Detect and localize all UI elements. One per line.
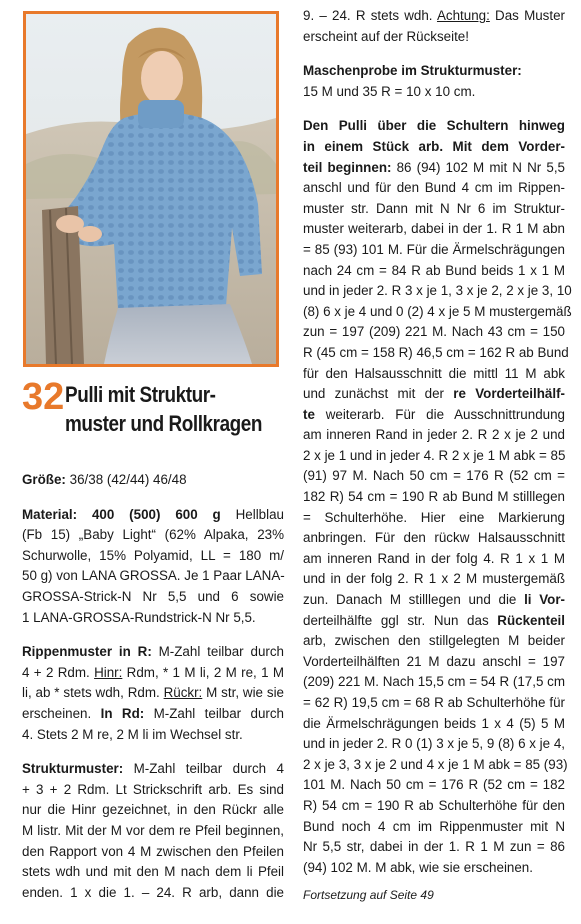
- instruction-line: zun. Danach M stilllegen und die li Vor-: [303, 592, 565, 608]
- material-line: Material: 400 (500) 600 g Hellblau: [22, 506, 285, 522]
- instruction-line: R (45 cm = 158 R) 46,5 cm = 162 R ab Bund: [303, 344, 569, 360]
- cont-line: 9. – 24. R stets wdh. Achtung: Das Muster: [303, 8, 565, 23]
- material-paragraph: [22, 505, 284, 629]
- instruction-line: arb, zwischen den stillgelegten M beider: [303, 633, 565, 649]
- instruction-line: 182 R) 54 cm = 190 R ab Bund M stilllegen: [303, 489, 565, 505]
- structure-line: nur die Hinr gezeichnet, in den Rückr alle: [22, 802, 284, 818]
- instruction-line: nach 24 cm = 84 R ab Bund beids 1 x 1 M: [303, 262, 565, 278]
- instruction-line: anschl und für den Bund 4 cm im Rippen-: [303, 180, 565, 196]
- structure-line: M listr. Mit der M vor dem re Pfeil beginnen,: [22, 822, 284, 838]
- instruction-line: am inneren Rand in der folg 4. R 1 x 1 M: [303, 550, 565, 566]
- material-line: Schurwolle, 15% Polyamid, LL = 180 m/: [22, 547, 284, 563]
- instruction-line: teil beginnen: 86 (94) 102 M mit N Nr 5,5: [303, 159, 565, 175]
- pattern-title: [65, 380, 323, 438]
- emphasis-text: te: [303, 406, 315, 422]
- emphasis-text: Rückr:: [163, 685, 203, 701]
- material-line: 1 LANA-GROSSA-Rundstrick-N Nr 5,5.: [22, 609, 256, 625]
- model-photo: [23, 11, 279, 367]
- continuation-note: Fortsetzung auf Seite 49: [303, 888, 434, 902]
- gauge-line: 15 M und 35 R = 10 x 10 cm.: [303, 83, 476, 99]
- instruction-line: Vorderteilhälften 21 M dazu anschl = 197: [303, 653, 565, 669]
- continued-paragraph: [303, 6, 565, 47]
- instruction-line: te weiterarb. Für die Ausschnittrundung: [303, 406, 565, 422]
- instruction-line: muster weiterarb, dabei in der 1. R 1 M abn: [303, 221, 565, 237]
- rib-line: 4 + 2 Rdm. Hinr: Rdm, * 1 M li, 2 M re, 1 M: [22, 664, 285, 680]
- instruction-line: und zunächst mit der re Vorderteilhälf-: [303, 386, 565, 402]
- instruction-line: in einem Stück arb. Mit dem Vorder-: [303, 138, 565, 154]
- size-label: Größe:: [22, 472, 66, 487]
- emphasis-text: Hinr:: [94, 664, 123, 680]
- material-line: 50 g) von LANA GROSSA. Je 1 Paar LANA-: [22, 568, 285, 584]
- emphasis-text: In Rd:: [100, 705, 145, 721]
- left-column: [22, 470, 284, 903]
- instruction-line: Bund noch 4 cm im Rippenmuster mit N: [303, 818, 565, 834]
- instruction-line: Den Pulli über die Schultern hinweg: [303, 118, 565, 134]
- structure-line: Strukturmuster: M-Zahl teilbar durch 4: [22, 761, 284, 777]
- instruction-line: die Ärmelschrägungen beids 1 x 4 (5) 5 M: [303, 715, 565, 731]
- rib-line: 4. Stets 2 M re, 2 M li im Wechsel str.: [22, 726, 243, 742]
- instruction-line: zun = 197 (209) 221 M. Nach 43 cm = 150: [303, 324, 565, 340]
- emphasis-text: re Vorderteilhälf-: [453, 386, 565, 402]
- rib-line: li, ab * stets wdh, Rdm. Rückr: M str, wie sie: [22, 685, 284, 701]
- emphasis-text: Achtung:: [436, 8, 490, 23]
- emphasis-text: teil beginnen:: [303, 159, 392, 175]
- cont-line: erscheint auf der Rückseite!: [303, 28, 469, 44]
- structure-pattern-paragraph: [22, 759, 284, 903]
- instruction-line: anbringen. Für den rückw Halsausschnitt: [303, 530, 565, 546]
- instruction-line: R) 54 cm = 190 R ab Schulterhöhe für den: [303, 797, 565, 813]
- gauge-paragraph: [303, 61, 565, 102]
- model-photo-image: [26, 14, 276, 364]
- emphasis-text: li Vor-: [524, 592, 565, 608]
- instruction-line: (94) 102 M. M abk, wie sie erscheinen.: [303, 859, 533, 875]
- structure-line: stets wdh und mit den M nach dem li Pfeil: [22, 864, 284, 880]
- emphasis-text: Rippenmuster in R:: [22, 644, 152, 660]
- instruction-line: = 62 R) 19,5 cm = 68 R ab Schulterhöhe für: [303, 695, 565, 710]
- structure-line: + 3 + 2 Rdm. Lt Strickschrift arb. Es sind: [22, 781, 284, 797]
- instruction-line: = 85 (93) 101 M. Für die Ärmelschrägungen: [303, 241, 565, 257]
- instruction-line: 2 x je 1 und in jeder 4. R 2 x je 1 M abk = 85: [303, 447, 566, 463]
- size-value: 36/38 (42/44) 46/48: [69, 472, 187, 487]
- pattern-title-block: [22, 378, 292, 452]
- rib-pattern-paragraph: [22, 642, 284, 745]
- structure-line: enden. 1 x die 1. – 24. R arb, dann die: [22, 884, 284, 900]
- emphasis-text: Rückenteil: [497, 612, 565, 628]
- material-line: GROSSA-Strick-N Nr 5,5 und 6 sowie: [22, 588, 284, 604]
- size-paragraph: [22, 470, 284, 491]
- instruction-line: für den Halsausschnitt die mittl 11 M abk: [303, 365, 565, 381]
- instruction-line: Nr 5,5 str, dabei in der 1. R 1 M zun = 86: [303, 839, 565, 855]
- instruction-line: und in der folg 2. R 1 x 2 M mustergemäß: [303, 571, 565, 587]
- instruction-line: muster str. Dann mit N Nr 6 im Struktur-: [303, 200, 565, 216]
- emphasis-text: Strukturmuster:: [22, 761, 124, 777]
- instruction-line: und in jeder 2. R 0 (1) 3 x je 5, 9 (8) 6 x je 4,: [303, 736, 565, 752]
- instruction-line: (8) 6 x je 4 und 0 (2) 4 x je 5 M mustergemäß: [303, 303, 572, 319]
- instruction-line: (91) 97 M. Nach 50 cm = 176 R (52 cm =: [303, 468, 565, 484]
- instruction-line: am inneren Rand in jeder 2. R 2 x je 2 und: [303, 427, 565, 443]
- gauge-line: Maschenprobe im Strukturmuster:: [303, 63, 522, 79]
- instruction-line: (209) 221 M. Nach 15,5 cm = 54 R (17,5 cm: [303, 674, 565, 690]
- rib-line: erscheinen. In Rd: M-Zahl teilbar durch: [22, 705, 284, 721]
- title-line: Pulli mit Struktur-: [65, 382, 216, 407]
- instruction-line: derteilhälfte ggl str. Nun das Rückenteil: [303, 612, 565, 628]
- title-line: muster und Rollkragen: [65, 411, 263, 436]
- right-column: [303, 6, 572, 878]
- instruction-line: = Schulterhöhe. Hier eine Markierung: [303, 509, 565, 525]
- instructions-paragraph: [303, 116, 572, 878]
- material-line: (Fb 15) „Baby Light“ (62% Alpaka, 23%: [22, 527, 284, 543]
- structure-line: den Rapport von 4 M zwischen den Pfeilen: [22, 843, 284, 859]
- pattern-number: 32: [22, 376, 65, 418]
- rib-line: Rippenmuster in R: M-Zahl teilbar durch: [22, 644, 284, 660]
- instruction-line: 101 M. Nach 50 cm = 176 R (52 cm = 182: [303, 777, 565, 793]
- instruction-line: und in jeder 2. R 3 x je 1, 3 x je 2, 2 x je 3, 10: [303, 283, 572, 299]
- instruction-line: 2 x je 3, 3 x je 2 und 4 x je 1 M abk = 85 (93): [303, 756, 568, 772]
- emphasis-text: Material: 400 (500) 600 g: [22, 506, 221, 522]
